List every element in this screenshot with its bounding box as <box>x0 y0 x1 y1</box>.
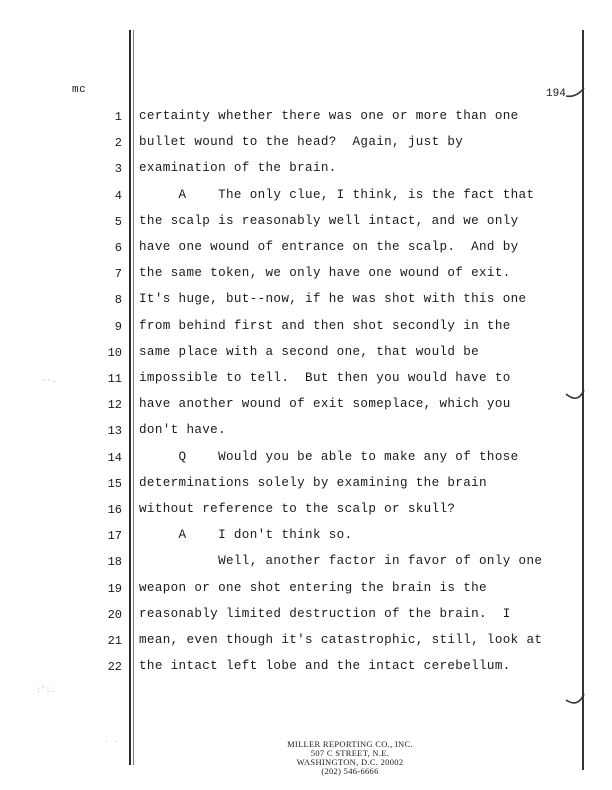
scan-speck: . . <box>104 736 119 745</box>
line-number: 4 <box>114 188 122 203</box>
scan-speck: :':. <box>36 686 56 695</box>
line-text: Well, another factor in favor of only one <box>139 554 543 569</box>
line-text: don't have. <box>139 423 226 438</box>
line-text: determinations solely by examining the brain <box>139 475 487 490</box>
line-text: the same token, we only have one wound of exit. <box>139 266 511 281</box>
line-text: A The only clue, I think, is the fact that <box>139 187 535 202</box>
line-text: without reference to the scalp or skull? <box>139 502 456 516</box>
line-number: 11 <box>107 372 122 386</box>
line-number: 16 <box>107 503 122 517</box>
line-text: reasonably limited destruction of the brain. I <box>139 606 511 621</box>
line-number: 7 <box>114 267 122 282</box>
left-margin-rule <box>129 30 131 765</box>
footer-city: WASHINGTON, D.C. 20002 <box>296 757 404 767</box>
line-number: 2 <box>114 136 122 151</box>
reporter-initials: mc <box>72 84 87 96</box>
footer-phone: (202) 546-6666 <box>321 766 379 776</box>
line-text: have one wound of entrance on the scalp. And by <box>139 240 519 254</box>
line-number: 13 <box>107 424 122 439</box>
binder-hook-mark <box>564 84 588 104</box>
line-number: 1 <box>114 110 122 124</box>
line-text: bullet wound to the head? Again, just by <box>139 135 464 150</box>
line-text: impossible to tell. But then you would have to <box>139 371 511 385</box>
line-number: 15 <box>107 476 122 491</box>
line-text: same place with a second one, that would be <box>139 344 480 359</box>
line-number: 20 <box>107 607 122 622</box>
line-number: 9 <box>114 319 122 334</box>
footer-company: MILLER REPORTING CO., INC. <box>287 739 413 749</box>
line-number: 14 <box>107 450 122 465</box>
line-text: the scalp is reasonably well intact, and we only <box>139 213 519 228</box>
line-text: weapon or one shot entering the brain is the <box>139 580 487 595</box>
line-text: from behind first and then shot secondly in the <box>139 318 511 333</box>
binder-hook-mark <box>564 692 588 714</box>
line-number: 18 <box>107 555 122 570</box>
line-text: It's huge, but--now, if he was shot with this one <box>139 292 527 307</box>
scan-speck: --. <box>42 376 57 385</box>
line-number: 10 <box>107 345 122 360</box>
line-number: 22 <box>107 660 122 675</box>
line-number: 3 <box>114 162 122 177</box>
line-number: 12 <box>107 398 122 413</box>
line-text: Q Would you be able to make any of those <box>139 449 519 464</box>
reporter-footer <box>262 740 438 776</box>
line-number: 8 <box>114 293 122 308</box>
line-text: mean, even though it's catastrophic, still, look at <box>139 633 543 647</box>
line-text: have another wound of exit someplace, which you <box>139 397 511 412</box>
line-number: 21 <box>107 634 122 648</box>
line-number: 19 <box>107 581 122 596</box>
line-number: 17 <box>107 529 122 544</box>
line-number: 6 <box>114 241 122 255</box>
footer-street: 507 C STREET, N.E. <box>310 748 390 758</box>
line-text: certainty whether there was one or more than one <box>139 109 519 123</box>
line-text: examination of the brain. <box>139 161 337 176</box>
page-number: 194 <box>546 88 566 100</box>
line-text: A I don't think so. <box>139 528 353 543</box>
binder-hook-mark <box>564 388 588 410</box>
line-number: 5 <box>114 214 122 229</box>
left-margin-rule-inner <box>133 30 134 765</box>
line-text: the intact left lobe and the intact cerebellum. <box>139 659 511 674</box>
